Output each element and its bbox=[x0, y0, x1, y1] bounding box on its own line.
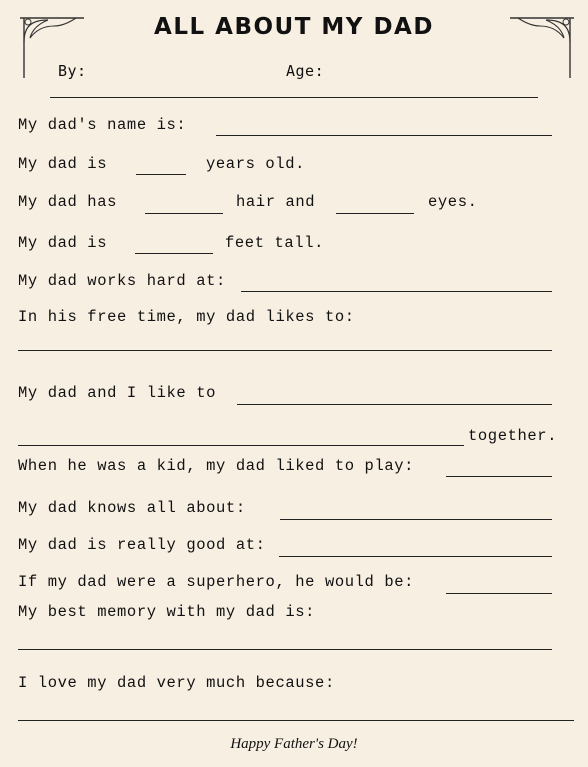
hair-color-blank[interactable] bbox=[145, 213, 223, 214]
hair-label: My dad has bbox=[18, 193, 118, 211]
age-label: Age: bbox=[286, 62, 325, 80]
knows-blank[interactable] bbox=[280, 519, 552, 520]
by-age-line[interactable] bbox=[50, 97, 538, 98]
good-at-blank[interactable] bbox=[279, 556, 552, 557]
free-time-label: In his free time, my dad likes to: bbox=[18, 308, 355, 326]
height-blank[interactable] bbox=[135, 253, 213, 254]
hair-and-label: hair and bbox=[236, 193, 316, 211]
height-label: My dad is bbox=[18, 234, 108, 252]
memory-label: My best memory with my dad is: bbox=[18, 603, 316, 621]
dad-age-suffix: years old. bbox=[206, 155, 306, 173]
by-label: By: bbox=[58, 62, 87, 80]
page-title: ALL ABOUT MY DAD bbox=[154, 14, 434, 40]
together-blank-1[interactable] bbox=[237, 404, 552, 405]
knows-label: My dad knows all about: bbox=[18, 499, 246, 517]
together-label: My dad and I like to bbox=[18, 384, 217, 402]
good-at-label: My dad is really good at: bbox=[18, 536, 266, 554]
height-suffix: feet tall. bbox=[225, 234, 325, 252]
together-blank-2[interactable] bbox=[18, 445, 464, 446]
dad-age-blank[interactable] bbox=[136, 174, 186, 175]
footer-greeting: Happy Father's Day! bbox=[230, 736, 358, 752]
memory-blank[interactable] bbox=[18, 649, 552, 650]
love-label: I love my dad very much because: bbox=[18, 674, 335, 692]
dad-name-blank[interactable] bbox=[216, 135, 552, 136]
works-blank[interactable] bbox=[241, 291, 552, 292]
superhero-label: If my dad were a superhero, he would be: bbox=[18, 573, 415, 591]
together-suffix: together. bbox=[468, 427, 558, 445]
kid-play-blank[interactable] bbox=[446, 476, 552, 477]
kid-play-label: When he was a kid, my dad liked to play: bbox=[18, 457, 415, 475]
works-label: My dad works hard at: bbox=[18, 272, 226, 290]
love-blank[interactable] bbox=[18, 720, 574, 721]
eye-color-blank[interactable] bbox=[336, 213, 414, 214]
eyes-label: eyes. bbox=[428, 193, 478, 211]
superhero-blank[interactable] bbox=[446, 593, 552, 594]
dad-age-label: My dad is bbox=[18, 155, 108, 173]
dad-name-label: My dad's name is: bbox=[18, 116, 187, 134]
free-time-blank[interactable] bbox=[18, 350, 552, 351]
